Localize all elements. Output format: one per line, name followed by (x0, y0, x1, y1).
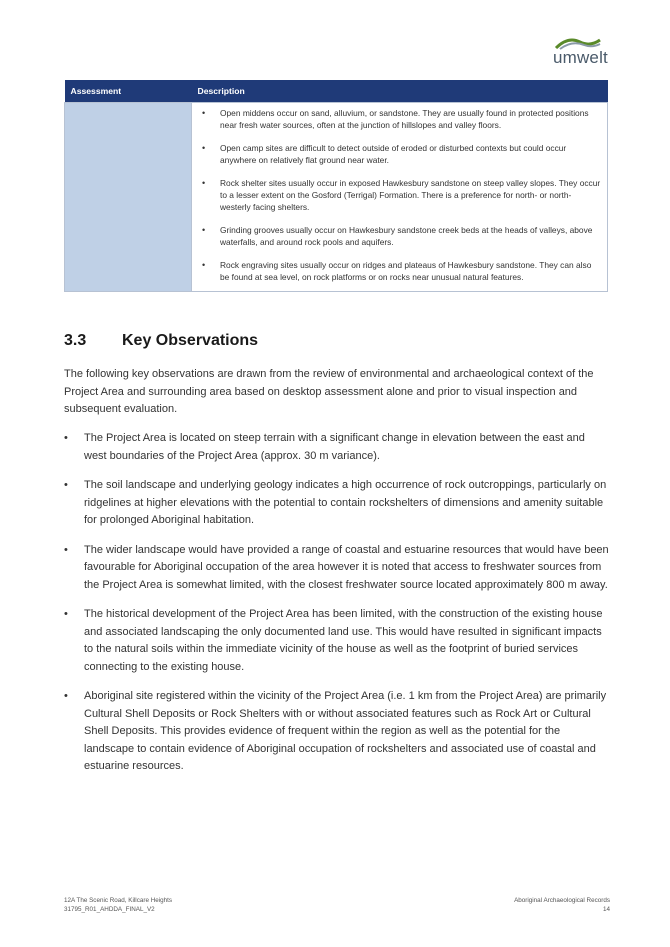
intro-paragraph: The following key observations are drawn from the review of environmental and archaeological context of the Project Area and surrounding area based on desktop assessment alone and prior to visual inspection and subsequent evaluation. (64, 368, 594, 415)
description-bullet: • Grinding grooves usually occur on Hawkesbury sandstone creek beds at the heads of valleys, above waterfalls, and around rock pools and aquifers. (202, 224, 601, 248)
section-number: 3.3 (64, 332, 87, 349)
assessment-cell (65, 103, 192, 292)
description-bullet: • Open middens occur on sand, alluvium, or sandstone. They are usually found in protected positions near fresh water sources, often at the junction of hillslopes and valley floors. (202, 107, 601, 131)
section-title: Key Observations (122, 332, 259, 349)
description-bullet: • Rock shelter sites usually occur in exposed Hawkesbury sandstone on steep valley slopes. They occur to a lesser extent on the Gosford (Terrigal) Formation. There is a preference for north- or north-westerly facing shelters. (202, 177, 601, 213)
footer-page-number: 14 (602, 906, 610, 913)
description-list (192, 103, 607, 291)
assessment-table (64, 80, 608, 292)
observation-item: • The soil landscape and underlying geology indicates a high occurrence of rock outcroppings, particularly on ridgelines at higher elevations with the potential to contain rockshelters of dimensions and amenity suitable for prolonged Aboriginal habitation. (64, 477, 610, 530)
observation-item: • The Project Area is located on steep terrain with a significant change in elevation between the east and west boundaries of the Project Area (approx. 30 m variance). (64, 430, 610, 465)
observation-item: • Aboriginal site registered within the vicinity of the Project Area (i.e. 1 km from the Project Area) are primarily Cultural Shell Deposits or Rock Shelters with or without associated features such as Rock Art or Cultural Shell Deposits. This provides evidence of frequent within the region as well as the potential for the landscape to contain evidence of Aboriginal occupation of rockshelters and associated use of coastal and estuarine resources. (64, 688, 610, 776)
description-bullet: • Rock engraving sites usually occur on ridges and plateaus of Hawkesbury sandstone. They can also be found at sea level, on rock platforms or on rocks near unusual natural features. (202, 259, 601, 283)
footer-report-title: Aboriginal Archaeological Records (514, 897, 610, 904)
section-heading (64, 332, 258, 350)
footer-address: 12A The Scenic Road, Killcare Heights (64, 897, 173, 904)
description-header: Description (192, 80, 608, 103)
logo-text: umwelt (552, 48, 608, 67)
description-cell (192, 103, 608, 292)
description-bullet: • Open camp sites are difficult to detect outside of eroded or disturbed contexts but could occur anywhere on relatively flat ground near water. (202, 142, 601, 166)
observations-list (64, 430, 610, 788)
assessment-header: Assessment (65, 80, 192, 103)
umwelt-logo (548, 34, 608, 66)
observation-item: • The wider landscape would have provided a range of coastal and estuarine resources that would have been favourable for Aboriginal occupation of the area however it is noted that access to freshwater sources from the Project Area is somewhat limited, with the closest freshwater source located approximately 800 m away. (64, 542, 610, 595)
footer-doc-ref: 31795_R01_AHDDA_FINAL_V2 (64, 906, 155, 913)
observation-item: • The historical development of the Project Area has been limited, with the construction of the existing house and associated landscaping the only documented land use. This would have resulted in significant impacts to the natural soils within the immediate vicinity of the house as well as the footprint of buried services connecting to the existing house. (64, 606, 610, 676)
